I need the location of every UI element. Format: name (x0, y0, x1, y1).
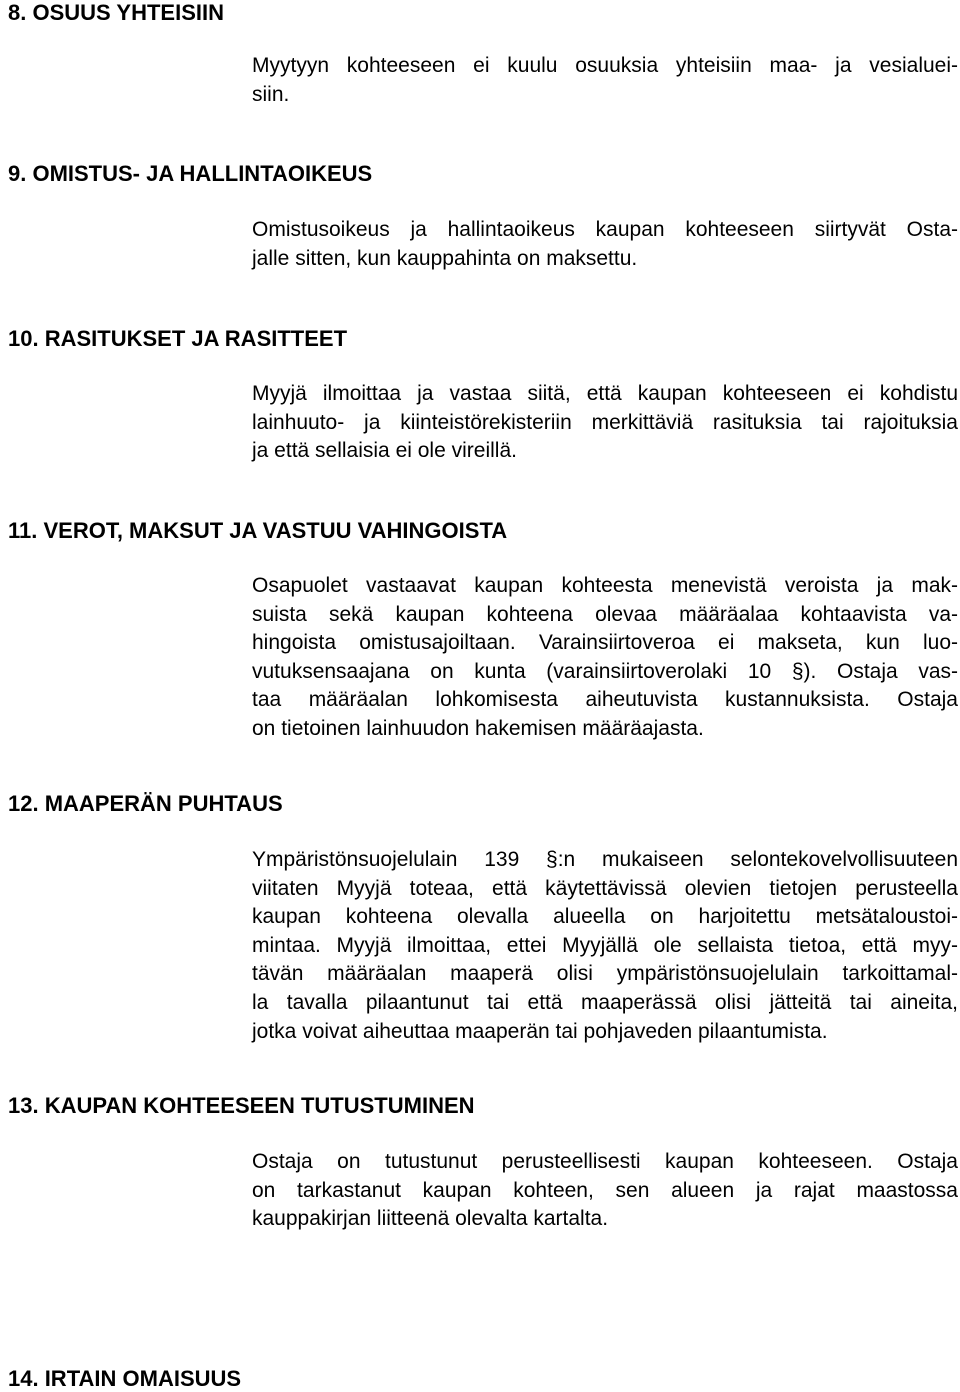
section-8-body (252, 52, 958, 109)
text-line: jotka voivat aiheuttaa maaperän tai pohjaveden pilaantumista. (252, 1019, 828, 1043)
text-line: Myyjä ilmoittaa ja vastaa siitä, että kaupan kohteeseen ei kohdistu (252, 382, 958, 405)
section-14-heading: 14. IRTAIN OMAISUUS (8, 1366, 242, 1391)
text-line: Myytyyn kohteeseen ei kuulu osuuksia yhteisiin maa- ja vesialuei- (252, 54, 958, 77)
text-line: vutuksensaajana on kunta (varainsiirtoverolaki 10 §). Ostaja vas- (252, 659, 958, 683)
section-10-body (252, 380, 958, 466)
section-8-heading: 8. OSUUS YHTEISIIN (8, 0, 224, 25)
text-line: jalle sitten, kun kauppahinta on maksettu. (252, 246, 638, 270)
section-12-body (252, 846, 958, 1046)
section-11-body (252, 572, 958, 744)
section-12-heading: 12. MAAPERÄN PUHTAUS (8, 791, 283, 816)
text-line: hingoista omistusajoiltaan. Varainsiirtoveroa ei makseta, kun luo- (252, 631, 958, 655)
section-13-body (252, 1148, 958, 1234)
text-line: tävän määräalan maaperä olisi ympäristönsuojelulain tarkoittamal- (252, 962, 958, 986)
text-line: viitaten Myyjä toteaa, että käytettävissä olevien tietojen perusteella (252, 876, 958, 900)
text-line: Osapuolet vastaavat kaupan kohteesta menevistä veroista ja mak- (252, 574, 958, 597)
text-line: suista sekä kaupan kohteena olevaa määräalaa kohtaavista va- (252, 602, 958, 626)
text-line: on tarkastanut kaupan kohteen, sen alueen ja rajat maastossa (252, 1178, 958, 1202)
text-line: taa määräalan lohkomisesta aiheutuvista kustannuksista. Ostaja (252, 688, 958, 712)
text-line: mintaa. Myyjä ilmoittaa, ettei Myyjällä ole sellaista tietoa, että myy- (252, 933, 958, 957)
text-line: Omistusoikeus ja hallintaoikeus kaupan kohteeseen siirtyvät Osta- (252, 218, 958, 241)
text-line: Ympäristönsuojelulain 139 §:n mukaiseen selontekovelvollisuuteen (252, 848, 958, 871)
section-11-heading: 11. VEROT, MAKSUT JA VASTUU VAHINGOISTA (8, 518, 508, 543)
section-9-body (252, 216, 958, 273)
text-line: siin. (252, 82, 290, 106)
text-line: kauppakirjan liitteenä olevalta kartalta. (252, 1207, 609, 1231)
text-line: Ostaja on tutustunut perusteellisesti kaupan kohteeseen. Ostaja (252, 1150, 958, 1173)
text-line: lainhuuto- ja kiinteistörekisteriin merkittäviä rasituksia tai rajoituksia (252, 410, 958, 434)
text-line: ja että sellaisia ei ole vireillä. (252, 439, 517, 463)
section-10-heading: 10. RASITUKSET JA RASITTEET (8, 326, 348, 351)
text-line: kaupan kohteena olevalla alueella on harjoitettu metsätaloustoi- (252, 905, 958, 929)
section-13-heading: 13. KAUPAN KOHTEESEEN TUTUSTUMINEN (8, 1093, 475, 1118)
section-9-heading: 9. OMISTUS- JA HALLINTAOIKEUS (8, 161, 373, 186)
text-line: on tietoinen lainhuudon hakemisen määräajasta. (252, 716, 704, 740)
text-line: la tavalla pilaantunut tai että maaperässä olisi jätteitä tai aineita, (252, 990, 958, 1014)
